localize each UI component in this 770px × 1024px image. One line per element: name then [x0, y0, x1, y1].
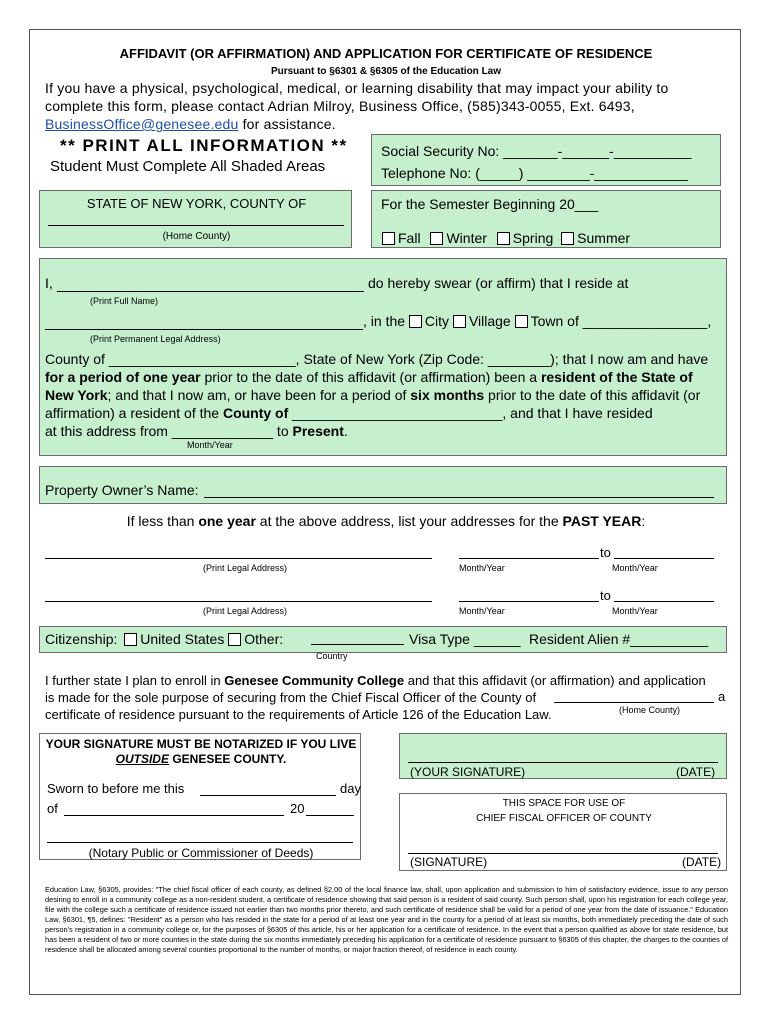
phone-field[interactable] — [381, 165, 688, 181]
education-law-text: Education Law, §6305, provides: "The chief fiscal officer of each county, as defined §2.00 of the local finance law, shall, upon application and submission to him of satisfactory evidence, issue to any person desiring to enroll in a community college as a non-resident student, a certificate of residence showing that said person is a resident of said county. Such person shall, upon his registration for each college year, file with the college such a certificate of residence issued not earlier than two months prior thereto, and such certificate of residence shall be valid for a period of one year from the date of issuance." Education Law, §6301, ¶5, defines: "Resident" as a person who has resided in the state for a period of at least one year and in the county for a period of at least six months, both immediately preceding the date of such person's registration in a community college or, for the purposes of §6305 of this article, his or her application for a certificate of residence. In the event that a person qualified as above for state residence, but has been a resident of two or more counties in the state during the six months immediately preceding his application for a certificate of residence pursuant to §6305 of this chapter, the charges to the counties of residence shall be allocated among several counties proportional to the number of months, or major fraction thereof, of residence in each county. — [45, 885, 728, 954]
visa-type-field[interactable]: Visa Type ______ — [409, 631, 521, 647]
sworn-day-line[interactable] — [200, 795, 336, 796]
us-citizen-label: United States — [140, 631, 225, 647]
state-county-label: STATE OF NEW YORK, COUNTY OF — [86, 196, 307, 211]
summer-label: Summer — [577, 230, 631, 246]
home-county-line[interactable] — [48, 225, 344, 226]
winter-label: Winter — [446, 230, 487, 246]
student-signature-line[interactable] — [408, 762, 718, 763]
day-label: day — [340, 781, 361, 796]
cfo-signature-caption: (SIGNATURE) — [410, 855, 488, 869]
other-citizen-label: Other: — [244, 631, 284, 647]
cfo-date-caption: (DATE) — [682, 855, 722, 869]
contact-box — [371, 134, 721, 186]
legal-address-caption-2: (Print Legal Address) — [203, 606, 288, 616]
address-caption: (Print Permanent Legal Address) — [90, 334, 221, 344]
city-checkbox[interactable] — [409, 315, 422, 328]
full-name-line[interactable] — [57, 291, 364, 292]
to-label-2: to — [600, 588, 611, 603]
affidavit-line-4: affirmation) a resident of the County of ___________________________, and that I have resided — [45, 405, 653, 421]
accessibility-line-2: complete this form, please contact Adrian Milroy, Business Office, (585)343-0055, Ext. 6493, — [45, 98, 635, 114]
month-year-to-2: Month/Year — [612, 606, 658, 616]
notary-box — [39, 733, 361, 860]
assistance-text: for assistance. — [242, 116, 336, 132]
property-owner-label: Property Owner’s Name: — [45, 482, 199, 498]
ssn-field[interactable] — [381, 143, 692, 159]
accessibility-line-1: If you have a physical, psychological, medical, or learning disability that may impact your ability to — [45, 80, 669, 96]
citizenship-box — [39, 626, 727, 653]
semester-options — [382, 230, 630, 246]
cfo-use-line-2: CHIEF FISCAL OFFICER OF COUNTY — [476, 813, 652, 824]
past-to-2-line[interactable] — [614, 601, 714, 602]
affidavit-line-5: at this address from _____________ to Present. — [45, 423, 348, 439]
other-citizen-checkbox[interactable] — [228, 633, 241, 646]
phone-blank: (_____) ________-____________ — [475, 165, 688, 181]
accessibility-line-3 — [45, 115, 668, 133]
cfo-box — [399, 793, 727, 871]
village-label: Village — [468, 313, 511, 329]
email-link[interactable]: BusinessOffice@genesee.edu — [45, 116, 239, 132]
city-label: City — [424, 313, 450, 329]
phone-label: Telephone No: — [381, 165, 472, 181]
enroll-line-1: I further state I plan to enroll in Genesee Community College and that this affidavit (or affirmation) and application — [45, 673, 706, 688]
past-address-1-line[interactable] — [45, 558, 432, 559]
month-year-caption: Month/Year — [187, 440, 233, 450]
semester-year[interactable]: 20___ — [559, 196, 599, 212]
village-checkbox[interactable] — [453, 315, 466, 328]
of-label: of — [47, 801, 58, 816]
form-title: AFFIDAVIT (OR AFFIRMATION) AND APPLICATION FOR CERTIFICATE OF RESIDENCE — [119, 46, 653, 61]
notary-caption: (Notary Public or Commissioner of Deeds) — [88, 846, 314, 860]
ssn-label: Social Security No: — [381, 143, 500, 159]
cfo-county-line[interactable] — [554, 702, 714, 703]
municipality-row: , in the City Village Town of ________________, — [363, 313, 712, 329]
spring-label: Spring — [512, 230, 554, 246]
affidavit-paragraph — [45, 350, 729, 440]
citizenship-row — [45, 631, 283, 647]
full-name-caption: (Print Full Name) — [90, 296, 159, 306]
swear-text: do hereby swear (or affirm) that I reside at — [368, 275, 629, 291]
semester-box — [371, 190, 721, 248]
enroll-line-3: certificate of residence pursuant to the requirements of Article 126 of the Education Law. — [45, 707, 552, 722]
summer-checkbox[interactable] — [561, 232, 574, 245]
cfo-signature-line[interactable] — [408, 853, 718, 854]
affidavit-form — [29, 29, 741, 995]
semester-label: For the Semester Beginning 20___ — [381, 196, 599, 212]
town-label: Town of — [530, 313, 579, 329]
home-county-box — [39, 190, 352, 248]
affidavit-line-1: County of ________________________, State of New York (Zip Code: ________); that I now am and have — [45, 351, 709, 367]
past-address-2-line[interactable] — [45, 601, 432, 602]
past-to-1-line[interactable] — [614, 558, 714, 559]
property-owner-line[interactable] — [204, 497, 714, 498]
date-caption: (DATE) — [676, 765, 716, 779]
sworn-year-line[interactable] — [306, 815, 354, 816]
spring-checkbox[interactable] — [497, 232, 510, 245]
affidavit-line-2: for a period of one year prior to the date of this affidavit (or affirmation) been a resident of the State of — [45, 369, 693, 385]
affidavit-box — [39, 258, 727, 456]
country-caption: Country — [316, 651, 348, 661]
student-signature-box — [399, 733, 727, 779]
month-year-to-1: Month/Year — [612, 563, 658, 573]
home-county-caption: (Home County) — [162, 231, 231, 242]
shaded-areas-notice: Student Must Complete All Shaded Areas — [50, 158, 326, 175]
your-signature-caption: (YOUR SIGNATURE) — [410, 765, 526, 779]
past-from-2-line[interactable] — [459, 601, 599, 602]
sworn-month-line[interactable] — [64, 815, 284, 816]
resident-alien-field[interactable]: Resident Alien #__________ — [529, 631, 709, 647]
past-year-instruction: If less than one year at the above address, list your addresses for the PAST YEAR: — [126, 513, 646, 529]
citizenship-label: Citizenship: — [45, 631, 118, 647]
cfo-use-line-1: THIS SPACE FOR USE OF — [502, 798, 626, 809]
i-label: I, — [45, 275, 53, 291]
town-blank[interactable]: ________________, — [582, 313, 712, 329]
print-all-heading: ** PRINT ALL INFORMATION ** — [60, 136, 348, 155]
us-citizen-checkbox[interactable] — [124, 633, 137, 646]
fall-label: Fall — [398, 230, 421, 246]
month-year-from-2: Month/Year — [459, 606, 505, 616]
notary-warning-2: OUTSIDE GENESEE COUNTY. — [115, 752, 287, 766]
legal-address-line[interactable] — [45, 329, 363, 330]
home-county-caption-2: (Home County) — [619, 705, 681, 715]
country-line[interactable] — [311, 644, 404, 645]
enroll-line-2: is made for the sole purpose of securing from the Chief Fiscal Officer of the County of — [45, 690, 537, 705]
fall-checkbox[interactable] — [382, 232, 395, 245]
sworn-label: Sworn to before me this — [47, 781, 185, 796]
winter-checkbox[interactable] — [430, 232, 443, 245]
town-checkbox[interactable] — [515, 315, 528, 328]
enroll-line2-end: a — [718, 689, 726, 704]
notary-signature-line[interactable] — [47, 842, 353, 843]
month-year-from-1: Month/Year — [459, 563, 505, 573]
affidavit-line-3: New York; and that I now am, or have been for a period of six months prior to the date of this affidavit (or — [45, 387, 701, 403]
legal-address-caption-1: (Print Legal Address) — [203, 563, 288, 573]
year-prefix: 20 — [290, 801, 305, 816]
notary-warning-1: YOUR SIGNATURE MUST BE NOTARIZED IF YOU LIVE — [45, 737, 357, 751]
to-label-1: to — [600, 545, 611, 560]
past-from-1-line[interactable] — [459, 558, 599, 559]
ssn-blank: _______-______-__________ — [503, 143, 692, 159]
property-owner-box — [39, 466, 727, 504]
enroll-statement — [45, 672, 735, 723]
form-subtitle: Pursuant to §6301 & §6305 of the Education Law — [270, 66, 502, 77]
accessibility-notice — [45, 79, 668, 133]
